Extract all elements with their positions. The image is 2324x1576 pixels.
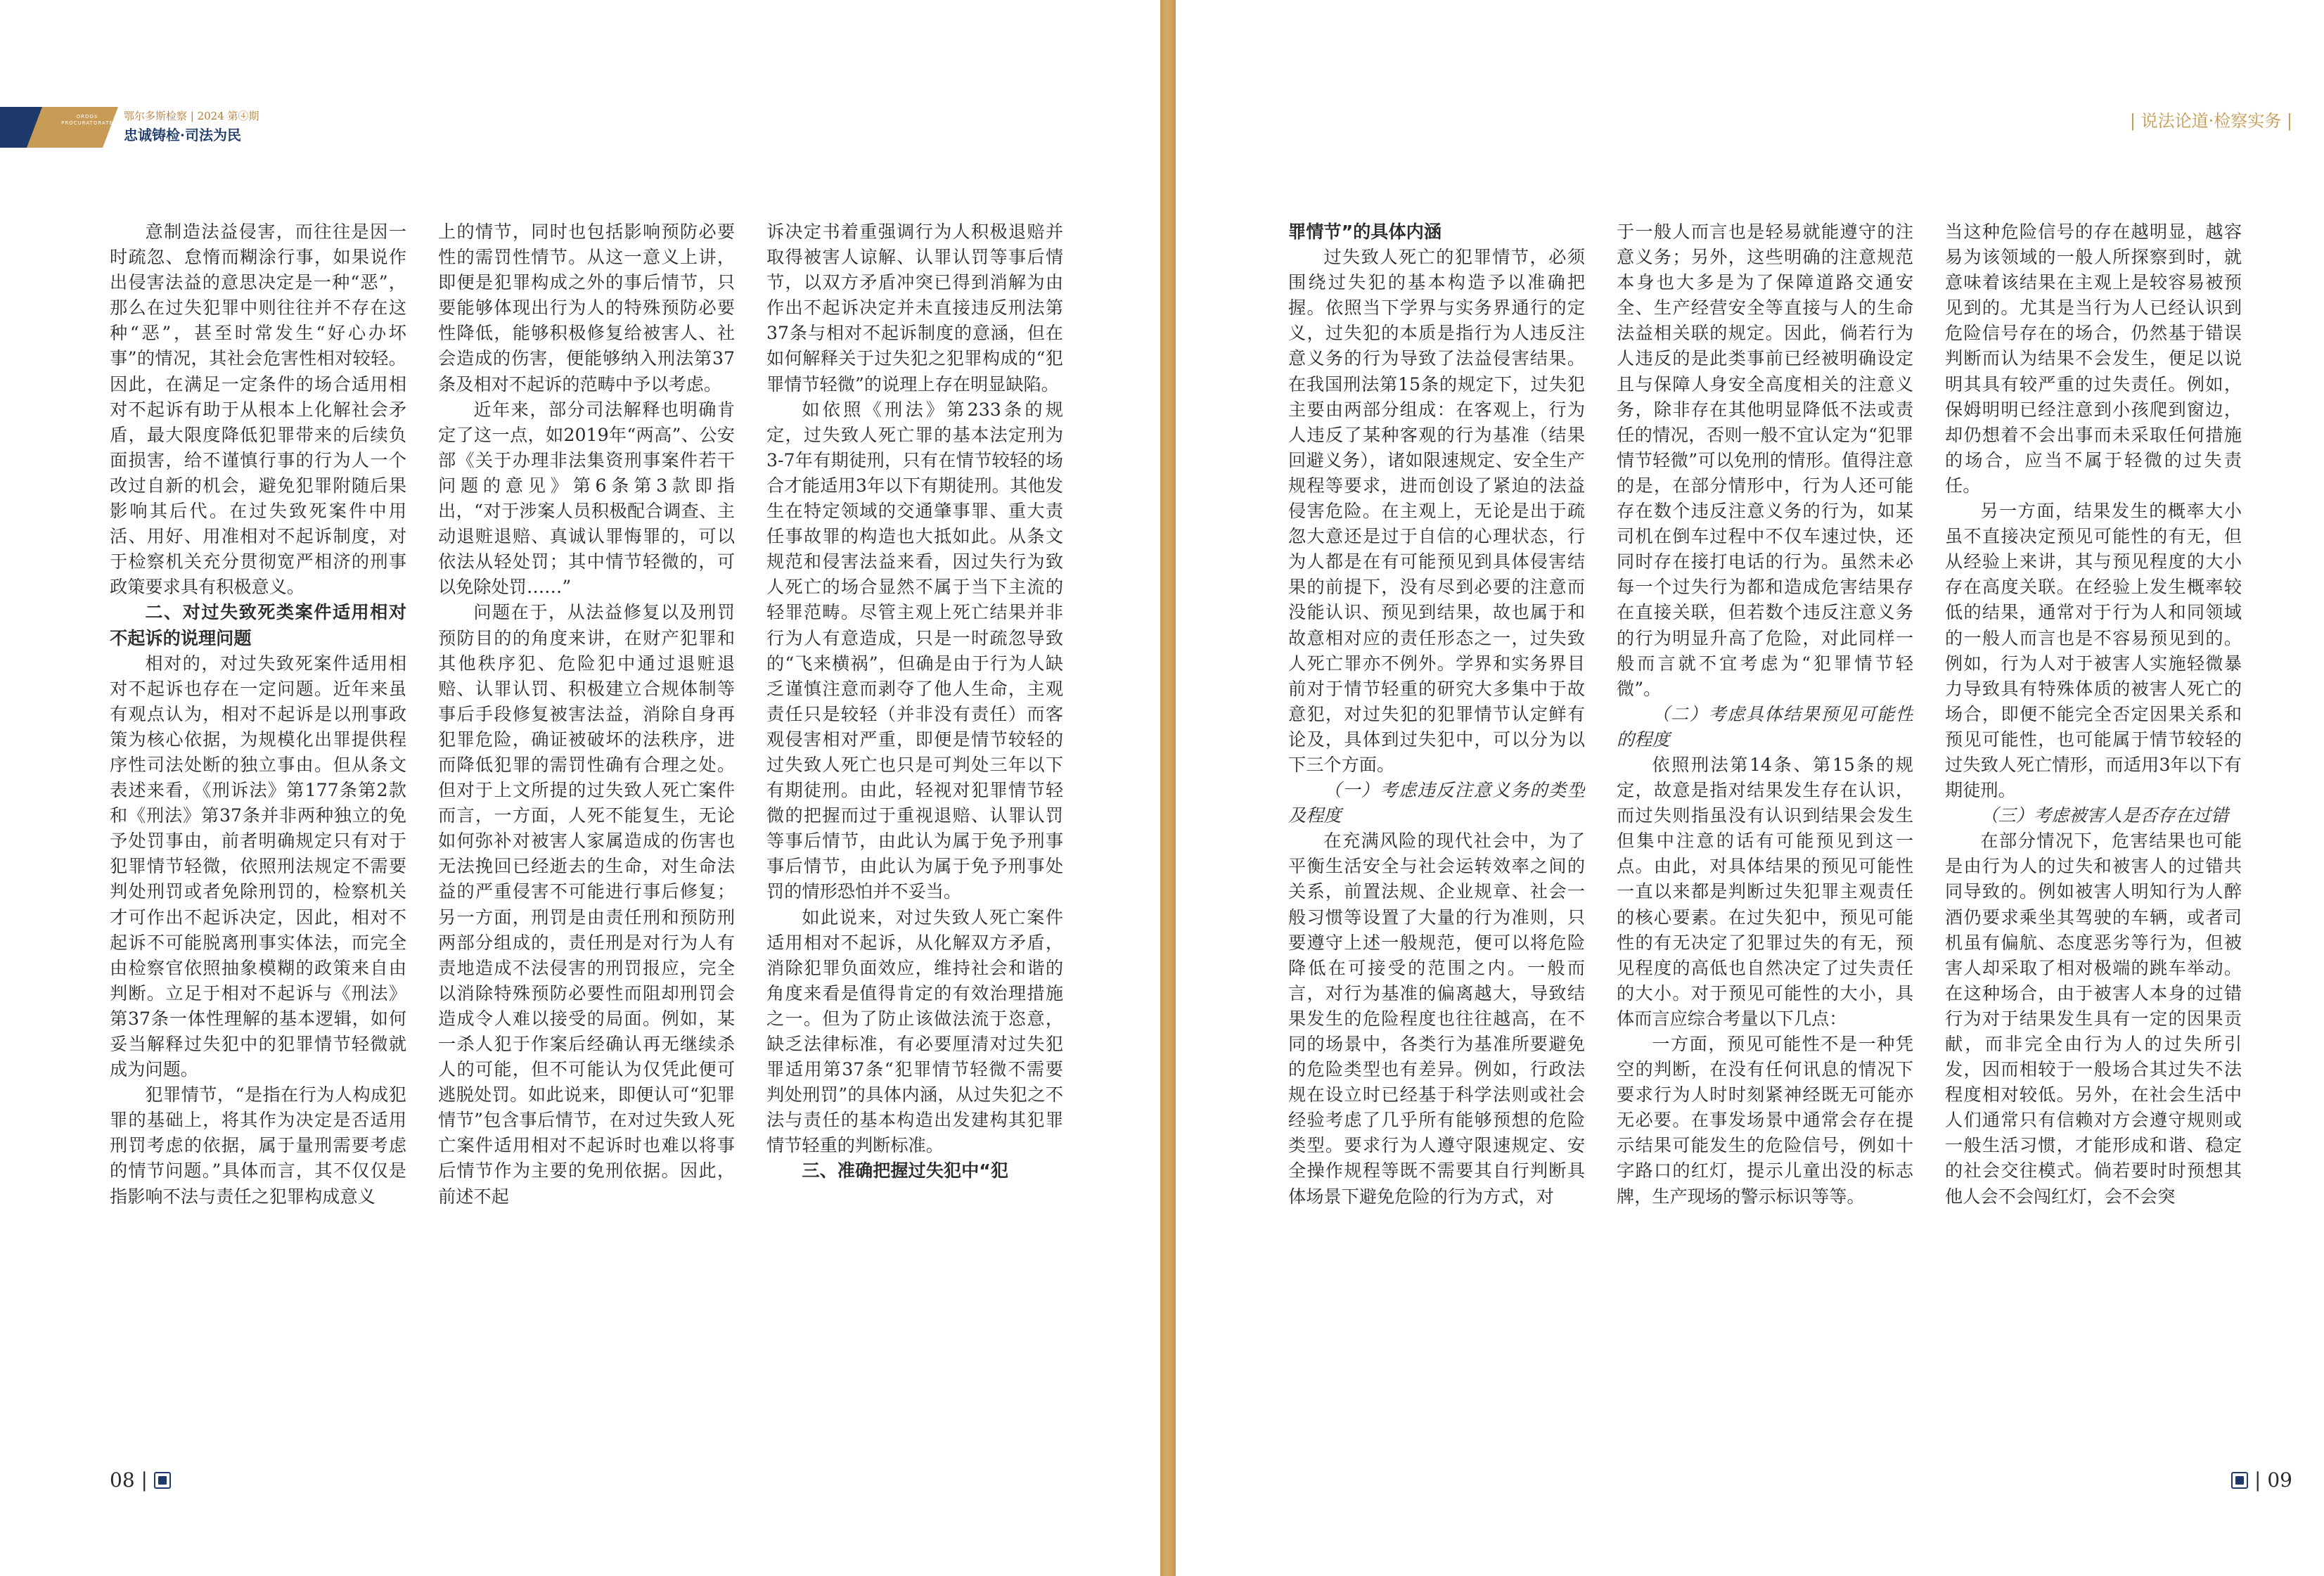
body-paragraph: 近年来，部分司法解释也明确肯定了这一点，如2019年“两高”、公安部《关于办理非法集资刑事案件若干问题的意见》第6条第3款即指出，“对于涉案人员积极配合调查、主动退赃退赔、真诚认罪悔罪的，可以依法从轻处罚；其中情节轻微的，可以免除处罚……” [438, 399, 735, 598]
right-column-2 [1617, 219, 1913, 1443]
right-folio [2231, 1468, 2292, 1492]
publication-title: 鄂尔多斯检察 | 2024 第④期 [124, 110, 259, 122]
left-column-2 [438, 219, 735, 1443]
body-paragraph: 犯罪情节，“是指在行为人构成犯罪的基础上，将其作为决定是否适用刑罚考虑的依据，属于量刑需要考虑的情节问题。”具体而言，其不仅仅是指影响不法与责任之犯罪构成意义 [110, 1084, 406, 1207]
folio-separator: | [141, 1468, 148, 1492]
body-paragraph: 问题在于，从法益修复以及刑罚预防目的的角度来讲，在财产犯罪和其他秩序犯、危险犯中通过退赃退赔、认罪认罚、积极建立合规体制等事后手段修复被害法益，消除自身再犯罪危险，确证被破坏的法秩序，进而降低犯罪的需罚性确有合理之处。但对于上文所提的过失致人死亡案件而言，一方面，人死不能复生，无论如何弥补对被害人家属造成的伤害也无法挽回已经逝去的生命，对生命法益的严重侵害不可能进行事后修复；另一方面，刑罚是由责任刑和预防刑两部分组成的，责任刑是对行为人有责地造成不法侵害的刑罚报应，完全以消除特殊预防必要性而阻却刑罚会造成令人难以接受的局面。例如，某一杀人犯于作案后经确认再无继续杀人的可能，但不可能认为仅凭此便可逃脱处罚。如此说来，即便认可“犯罪情节”包含事后情节，在对过失致人死亡案件适用相对不起诉时也难以将事后情节作为主要的免刑依据。因此，前述不起 [438, 602, 735, 1207]
left-page-number: 08 [110, 1468, 135, 1492]
body-paragraph: 如此说来，对过失致人死亡案件适用相对不起诉，从化解双方矛盾，消除犯罪负面效应，维持社会和谐的角度来看是值得肯定的有效治理措施之一。但为了防止该做法流于恣意，缺乏法律标准，有必要厘清对过失犯罪适用第37条“犯罪情节轻微不需要判处刑罚”的具体内涵，从过失犯之不法与责任的基本构造出发建构其犯罪情节轻重的判断标准。 [766, 906, 1063, 1156]
section-heading: 三、准确把握过失犯中“犯 [802, 1160, 1009, 1181]
folio-separator: | [2254, 1468, 2261, 1492]
banner-ribbon-icon [0, 107, 118, 148]
section-heading: 罪情节”的具体内涵 [1288, 222, 1442, 242]
body-paragraph: 如依照《刑法》第233条的规定，过失致人死亡罪的基本法定刑为3-7年有期徒刑，只有在情节较轻的场合才能适用3年以下有期徒刑。其他发生在特定领域的交通肇事罪、重大责任事故罪的构造也大抵如此。从条文规范和侵害法益来看，因过失行为致人死亡的场合显然不属于当下主流的轻罪范畴。尽管主观上死亡结果并非行为人有意造成，只是一时疏忽导致的“飞来横祸”，但确是由于行为人缺乏谨慎注意而剥夺了他人生命，主观责任只是较轻（并非没有责任）而客观侵害相对严重，即便是情节较轻的过失致人死亡也只是可判处三年以下有期徒刑。由此，轻视对犯罪情节轻微的把握而过于重视退赔、认罪认罚等事后情节，由此认为属于免予刑事事后情节，由此认为属于免予刑事处罚的情形恐怕并不妥当。 [766, 399, 1063, 902]
body-paragraph: 在充满风险的现代社会中，为了平衡生活安全与社会运转效率之间的关系，前置法规、企业规章、社会一般习惯等设置了大量的行为准则，只要遵守上述一般规范，便可以将危险降低在可接受的范围之内。一般而言，对行为基准的偏离越大，导致结果发生的危险程度也往往越高，在不同的场景中，各类行为基准所要避免的危险类型也有差异。例如，行政法规在设立时已经基于科学法则或社会经验考虑了几乎所有能够预想的危险类型。要求行为人遵守限速规定、安全操作规程等既不需要其自行判断具体场景下避免危险的行为方式，对 [1288, 831, 1585, 1207]
publication-slogan: 忠诚铸检·司法为民 [124, 127, 241, 143]
right-column-3 [1945, 219, 2242, 1443]
subsection-heading: （二）考虑具体结果预见可能性的程度 [1617, 703, 1913, 750]
right-page-number: 09 [2267, 1468, 2292, 1492]
body-paragraph: 上的情节，同时也包括影响预防必要性的需罚性情节。从这一意义上讲，即便是犯罪构成之外的事后情节，只要能够体现出行为人的特殊预防必要性降低，能够积极修复给被害人、社会造成的伤害，便能够纳入刑法第37条及相对不起诉的范畴中予以考虑。 [438, 222, 735, 395]
right-page [1176, 0, 2324, 1576]
subsection-heading: （三）考虑被害人是否存在过错 [1980, 805, 2229, 826]
body-paragraph: 一方面，预见可能性不是一种凭空的判断，在没有任何讯息的情况下要求行为人时时刻紧神经既无可能亦无必要。在事发场景中通常会存在提示结果可能发生的危险信号，例如十字路口的红灯，提示儿童出没的标志牌，生产现场的警示标识等等。 [1617, 1034, 1913, 1207]
banner-text: ORDOS PROCURATORATE [61, 114, 113, 126]
body-paragraph: 依照刑法第14条、第15条的规定，故意是指对结果发生存在认识，而过失则指虽没有认识到结果会发生但集中注意的话有可能预见到这一点。由此，对具体结果的预见可能性一直以来都是判断过失犯罪主观责任的核心要素。在过失犯中，预见可能性的有无决定了犯罪过失的有无，预见程度的高低也自然决定了过失责任的大小。对于预见可能性的大小，具体而言应综合考量以下几点： [1617, 754, 1913, 1029]
left-column-3 [766, 219, 1063, 1443]
body-paragraph: 另一方面，结果发生的概率大小虽不直接决定预见可能性的有无，但从经验上来讲，其与预见程度的大小存在高度关联。在经验上发生概率较低的结果，通常对于行为人和同领域的一般人而言也是不容易预见到的。例如，行为人对于被害人实施轻微暴力导致具有特殊体质的被害人死亡的场合，即便不能完全否定因果关系和预见可能性，也可能属于情节较轻的过失致人死亡情形，而适用3年以下有期徒刑。 [1945, 501, 2242, 801]
spine-divider [1160, 0, 1176, 1576]
body-paragraph: 于一般人而言也是轻易就能遵守的注意义务；另外，这些明确的注意规范本身也大多是为了保障道路交通安全、生产经营安全等直接与人的生命法益相关联的规定。因此，倘若行为人违反的是此类事前已经被明确设定且与保障人身安全高度相关的注意义务，除非存在其他明显降低不法或责任的情况，否则一般不宜认定为“犯罪情节轻微”可以免刑的情形。值得注意的是，在部分情形中，行为人还可能存在数个违反注意义务的行为，如某司机在倒车过程中不仅车速过快，还同时存在接打电话的行为。虽然未必每一个过失行为都和造成危害结果存在直接关联，但若数个违反注意义务的行为明显升高了危险，对此同样一般而言就不宜考虑为“犯罪情节轻微”。 [1617, 222, 1913, 699]
column-tag: | 说法论道·检察实务 | [2129, 111, 2292, 131]
left-column-1 [110, 219, 406, 1443]
section-heading: 二、对过失致死类案件适用相对不起诉的说理问题 [110, 602, 406, 648]
body-paragraph: 相对的，对过失致死案件适用相对不起诉也存在一定问题。近年来虽有观点认为，相对不起诉是以刑事政策为核心依据，为规模化出罪提供程序性司法处断的独立事由。但从条文表述来看，《刑诉法》第177条第2款和《刑法》第37条并非两种独立的免予处罚事由，前者明确规定只有对于犯罪情节轻微，依照刑法规定不需要判处刑罚或者免除刑罚的，检察机关才可作出不起诉决定，因此，相对不起诉不可能脱离刑事实体法，而完全由检察官依照抽象模糊的政策来自由判断。立足于相对不起诉与《刑法》第37条一体性理解的基本逻辑，如何妥当解释过失犯中的犯罪情节轻微就成为问题。 [110, 653, 406, 1080]
right-column-1 [1288, 219, 1585, 1443]
body-paragraph: 过失致人死亡的犯罪情节，必须围绕过失犯的基本构造予以准确把握。依照当下学界与实务界通行的定义，过失犯的本质是指行为人违反注意义务的行为导致了法益侵害结果。在我国刑法第15条的规定下，过失犯主要由两部分组成：在客观上，行为人违反了某种客观的行为基准（结果回避义务），诸如限速规定、安全生产规程等要求，进而创设了紧迫的法益侵害危险。在主观上，无论是出于疏忽大意还是过于自信的心理状态，行为人都是在有可能预见到具体侵害结果的前提下，没有尽到必要的注意而没能认识、预见到结果，故也属于和故意相对应的责任形态之一，过失致人死亡罪亦不例外。学界和实务界目前对于情节轻重的研究大多集中于故意犯，对过失犯的犯罪情节认定鲜有论及，具体到过失犯中，可以分为以下三个方面。 [1288, 247, 1585, 775]
left-page [0, 0, 1160, 1576]
body-paragraph: 在部分情况下，危害结果也可能是由行为人的过失和被害人的过错共同导致的。例如被害人明知行为人醉酒仍要求乘坐其驾驶的车辆，或者司机虽有偏航、态度恶劣等行为，但被害人却采取了相对极端的跳车举动。在这种场合，由于被害人本身的过错行为对于结果发生具有一定的因果贡献，而非完全由行为人的过失所引发，因而相较于一般场合其过失不法程度相对较低。另外，在社会生活中人们通常只有信赖对方会遵守规则或一般生活习惯，才能形成和谐、稳定的社会交往模式。倘若要时时预想其他人会不会闯红灯，会不会突 [1945, 831, 2242, 1207]
procuratorate-emblem-icon [2231, 1472, 2248, 1489]
magazine-banner [0, 107, 118, 148]
left-folio [110, 1468, 171, 1492]
body-paragraph: 意制造法益侵害，而往往是因一时疏忽、怠惰而糊涂行事，如果说作出侵害法益的意思决定是一种“恶”，那么在过失犯罪中则往往并不存在这种“恶”，甚至时常发生“好心办坏事”的情况，其社会危害性相对较轻。因此，在满足一定条件的场合适用相对不起诉有助于从根本上化解社会矛盾，最大限度降低犯罪带来的后续负面损害，给不谨慎行事的行为人一个改过自新的机会，避免犯罪附随后果影响其后代。在过失致死案件中用活、用好、用准相对不起诉制度，对于检察机关充分贯彻宽严相济的刑事政策要求具有积极意义。 [110, 222, 406, 598]
procuratorate-emblem-icon [154, 1472, 171, 1489]
subsection-heading: （一）考虑违反注意义务的类型及程度 [1288, 780, 1585, 826]
body-paragraph: 当这种危险信号的存在越明显，越容易为该领域的一般人所探察到时，就意味着该结果在主观上是较容易被预见到的。尤其是当行为人已经认识到危险信号存在的场合，仍然基于错误判断而认为结果不会发生，便足以说明其具有较严重的过失责任。例如，保姆明明已经注意到小孩爬到窗边，却仍想着不会出事而未采取任何措施的场合，应当不属于轻微的过失责任。 [1945, 222, 2242, 496]
body-paragraph: 诉决定书着重强调行为人积极退赔并取得被害人谅解、认罪认罚等事后情节，以双方矛盾冲突已得到消解为由作出不起诉决定并未直接违反刑法第37条与相对不起诉制度的意涵，但在如何解释关于过失犯之犯罪构成的“犯罪情节轻微”的说理上存在明显缺陷。 [766, 222, 1063, 395]
